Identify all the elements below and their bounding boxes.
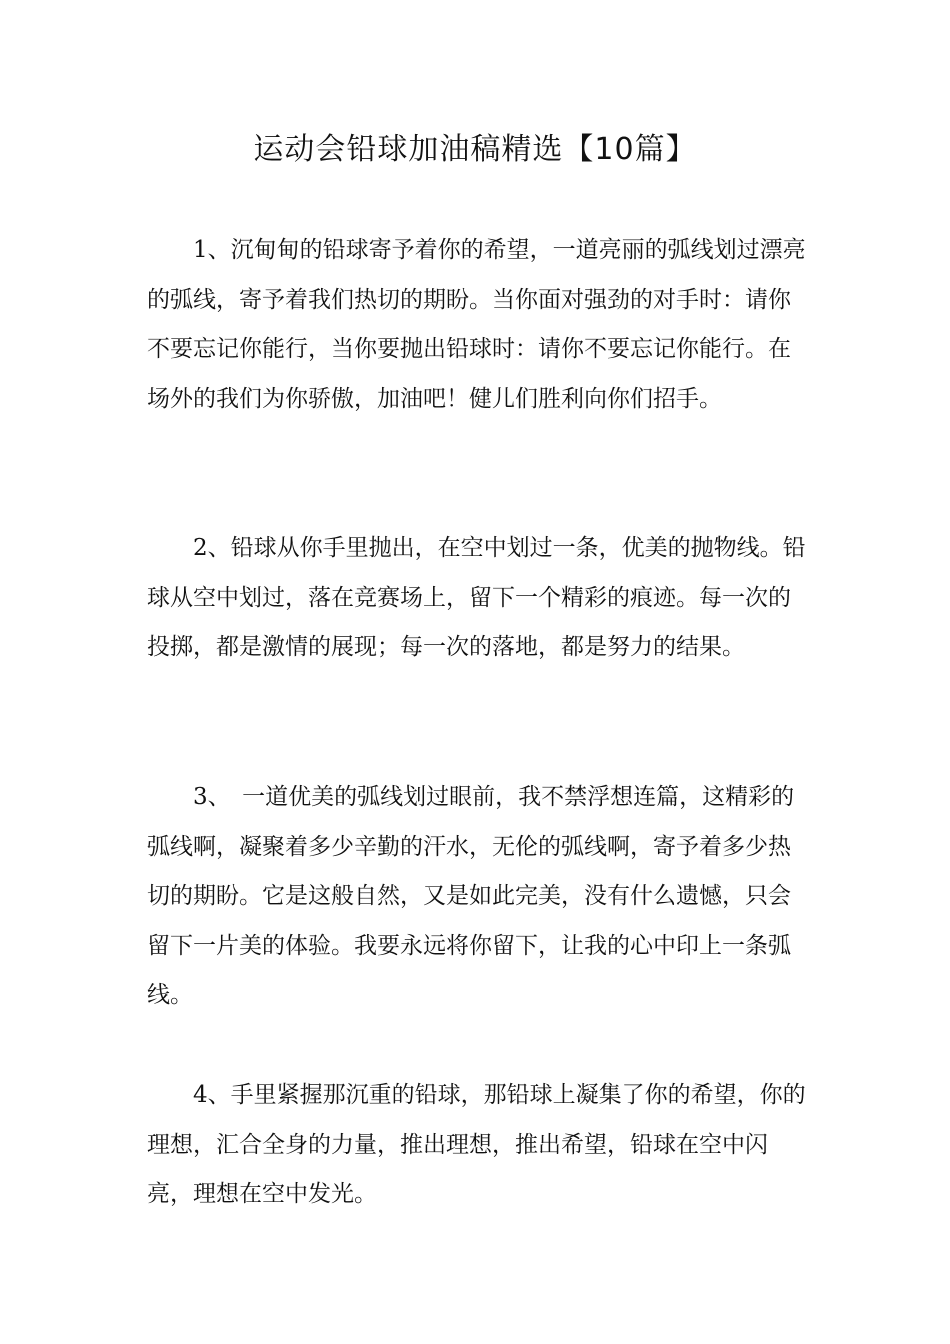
paragraph-3: 3、 一道优美的弧线划过眼前，我不禁浮想连篇，这精彩的弧线啊，凝聚着多少辛勤的汗水，无伦的弧线啊，寄予着多少热切的期盼。它是这般自然，又是如此完美，没有什么遗憾，只会留下一片美的体验。我要永远将你留下，让我的心中印上一条弧线。 (147, 784, 795, 1008)
paragraph-1: 1、沉甸甸的铅球寄予着你的希望，一道亮丽的弧线划过漂亮的弧线，寄予着我们热切的期盼。当你面对强劲的对手时：请你不要忘记你能行，当你要抛出铅球时：请你不要忘记你能行。在场外的我们为你骄傲，加油吧！健儿们胜利向你们招手。 (147, 237, 806, 412)
paragraph-4: 4、手里紧握那沉重的铅球，那铅球上凝集了你的希望，你的理想，汇合全身的力量，推出理想，推出希望，铅球在空中闪亮，理想在空中发光。 (147, 1082, 806, 1207)
document-title: 运动会铅球加油稿精选【10篇】 (253, 132, 697, 167)
paragraph-2: 2、铅球从你手里抛出，在空中划过一条，优美的抛物线。铅球从空中划过，落在竞赛场上，留下一个精彩的痕迹。每一次的投掷，都是激情的展现；每一次的落地，都是努力的结果。 (147, 535, 806, 660)
